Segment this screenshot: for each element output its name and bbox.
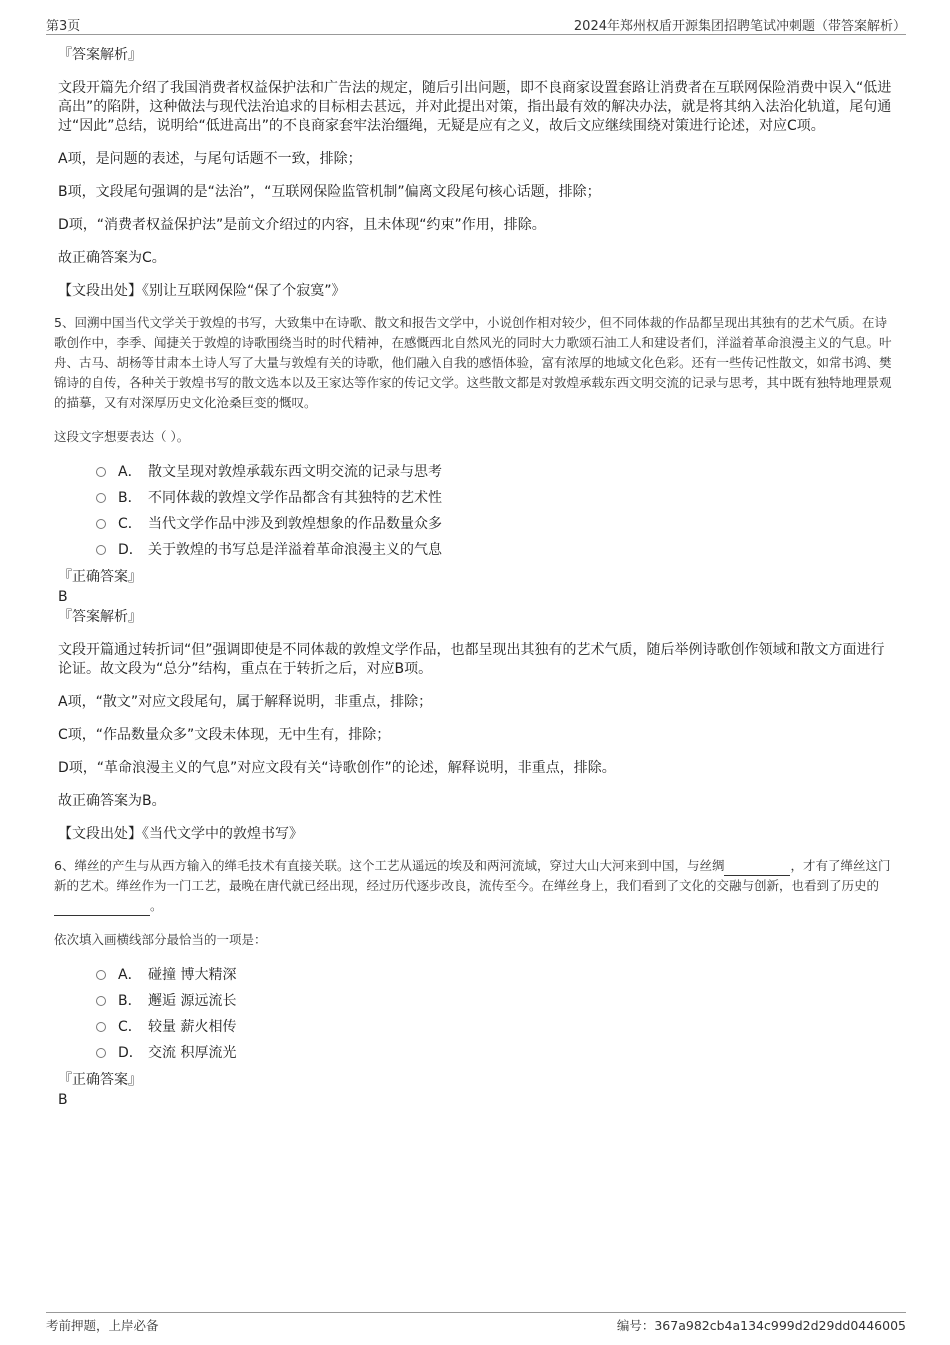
page-footer xyxy=(46,1312,906,1333)
radio-icon[interactable] xyxy=(96,970,106,980)
question-6-prompt: 依次填入画横线部分最恰当的一项是： xyxy=(54,932,267,947)
question-5-options xyxy=(58,459,898,563)
correct-answer: B xyxy=(58,589,68,605)
question-6-options xyxy=(58,962,898,1066)
analysis-option-a: A项，是问题的表述，与尾句话题不一致，排除； xyxy=(58,151,362,167)
question-6-text: 6、缂丝的产生与从西方输入的缂毛技术有直接关联。这个工艺从遥远的埃及和两河流域，穿过大山大河来到中国，与丝绸 ，才有了缂丝这门新的艺术。缂丝作为一门工艺，最晚在唐代就已经出现，经过历代逐步改良，流传至今。在缂丝身上，我们看到了文化的交融与创新，也看到了历史的。 xyxy=(54,856,898,916)
radio-icon[interactable] xyxy=(96,545,106,555)
radio-icon[interactable] xyxy=(96,519,106,529)
source-citation: 【文段出处】《别让互联网保险“保了个寂寞”》 xyxy=(58,283,346,299)
radio-icon[interactable] xyxy=(96,493,106,503)
fill-blank-2 xyxy=(54,901,150,916)
analysis-option-c: C项，“作品数量众多”文段未体现，无中生有，排除； xyxy=(58,727,391,743)
radio-icon[interactable] xyxy=(96,996,106,1006)
page-number: 第3页 xyxy=(46,19,81,34)
option-b[interactable]: B． 邂逅 源远流长 xyxy=(96,988,898,1014)
option-c[interactable]: C． 当代文学作品中涉及到敦煌想象的作品数量众多 xyxy=(96,511,898,537)
analysis-conclusion: 故正确答案为B。 xyxy=(58,793,166,809)
radio-icon[interactable] xyxy=(96,467,106,477)
analysis-paragraph: 文段开篇先介绍了我国消费者权益保护法和广告法的规定，随后引出问题，即不良商家设置套路让消费者在互联网保险消费中误入“低进高出”的陷阱，这种做法与现代法治追求的目标相去甚远，并对此提出对策，指出最有效的解决办法，就是将其纳入法治化轨道，尾句通过“因此”总结，说明给“低进高出”的不良商家套牢法治缰绳，无疑是应有之义，故后文应继续围绕对策进行论述，对应C项。 xyxy=(58,80,892,134)
option-b[interactable]: B． 不同体裁的敦煌文学作品都含有其独特的艺术性 xyxy=(96,485,898,511)
radio-icon[interactable] xyxy=(96,1022,106,1032)
document-title: 2024年郑州权盾开源集团招聘笔试冲刺题（带答案解析） xyxy=(573,19,906,34)
analysis-conclusion: 故正确答案为C。 xyxy=(58,250,166,266)
option-d[interactable]: D． 交流 积厚流光 xyxy=(96,1040,898,1066)
analysis-option-b: B项，文段尾句强调的是“法治”，“互联网保险监管机制”偏离文段尾句核心话题，排除； xyxy=(58,184,601,200)
correct-answer-tag: 『正确答案』 xyxy=(58,1072,142,1088)
radio-icon[interactable] xyxy=(96,1048,106,1058)
source-citation: 【文段出处】《当代文学中的敦煌书写》 xyxy=(58,826,303,842)
analysis-option-a: A项，“散文”对应文段尾句，属于解释说明，非重点，排除； xyxy=(58,694,433,710)
analysis-tag: 『答案解析』 xyxy=(58,47,142,63)
option-d[interactable]: D． 关于敦煌的书写总是洋溢着革命浪漫主义的气息 xyxy=(96,537,898,563)
page-header xyxy=(46,12,906,35)
option-c[interactable]: C． 较量 薪火相传 xyxy=(96,1014,898,1040)
analysis-option-d: D项，“革命浪漫主义的气息”对应文段有关“诗歌创作”的论述，解释说明，非重点，排除。 xyxy=(58,760,616,776)
question-5-text: 5、回溯中国当代文学关于敦煌的书写，大致集中在诗歌、散文和报告文学中，小说创作相对较少，但不同体裁的作品都呈现出其独有的艺术气质。在诗歌创作中，李季、闻捷关于敦煌的诗歌围绕当时的时代精神，在感慨西北自然风光的同时大力歌颂石油工人和建设者们，洋溢着革命浪漫主义的气息。叶舟、古马、胡杨等甘肃本土诗人写了大量与敦煌有关的诗歌，他们融入自我的感悟体验，富有浓厚的地域文化色彩。还有一些传记性散文，如常书鸿、樊锦诗的自传，各种关于敦煌书写的散文选本以及王家达等作家的传记文学。这些散文都是对敦煌承载东西文明交流的记录与思考，其中既有独特地理景观的描摹，又有对深厚历史文化沧桑巨变的慨叹。 xyxy=(54,315,892,410)
analysis-paragraph: 文段开篇通过转折词“但”强调即使是不同体裁的敦煌文学作品，也都呈现出其独有的艺术气质，随后举例诗歌创作领域和散文方面进行论证。故文段为“总分”结构，重点在于转折之后，对应B项。 xyxy=(58,642,885,677)
correct-answer: B xyxy=(58,1092,68,1108)
question-5-prompt: 这段文字想要表达（ ）。 xyxy=(54,429,190,444)
document-body xyxy=(54,45,898,1110)
footer-slogan: 考前押题，上岸必备 xyxy=(46,1318,159,1333)
option-a[interactable]: A． 碰撞 博大精深 xyxy=(96,962,898,988)
analysis-option-d: D项，“消费者权益保护法”是前文介绍过的内容，且未体现“约束”作用，排除。 xyxy=(58,217,546,233)
option-a[interactable]: A． 散文呈现对敦煌承载东西文明交流的记录与思考 xyxy=(96,459,898,485)
document-serial: 编号：367a982cb4a134c999d2d29dd0446005 xyxy=(616,1318,906,1333)
correct-answer-tag: 『正确答案』 xyxy=(58,569,142,585)
analysis-tag: 『答案解析』 xyxy=(58,609,142,625)
fill-blank-1 xyxy=(724,861,790,876)
